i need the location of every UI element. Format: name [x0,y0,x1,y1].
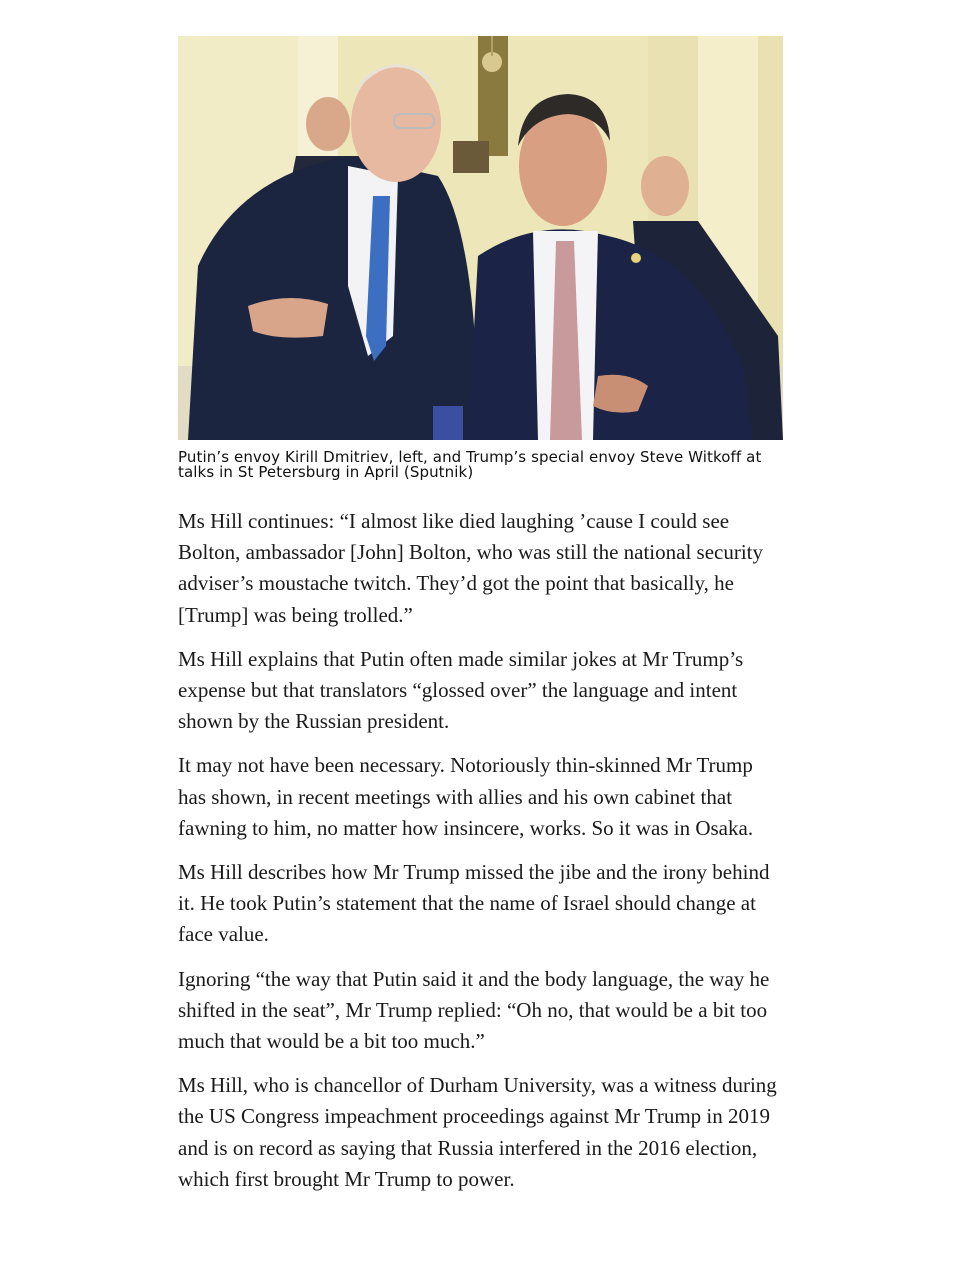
paragraph: It may not have been necessary. Notoriously thin-skinned Mr Trump has shown, in recent meetings with allies and his own cabinet that fawning to him, no matter how insincere, works. So it was in Osaka. [178,753,754,840]
article-body [178,506,783,1195]
article-photo [178,36,783,440]
paragraph: Ms Hill, who is chancellor of Durham University, was a witness during the US Congress impeachment proceedings against Mr Trump in 2019 and is on record as saying that Russia interfered in the 2016 election, which first brought Mr Trump to power. [178,1073,777,1191]
paragraph: Ms Hill continues: “I almost like died laughing ’cause I could see Bolton, ambassador [John] Bolton, who was still the national security adviser’s moustache twitch. They’d got the point that basically, he [Trump] was being trolled.” [178,509,764,627]
photo-caption: Putin’s envoy Kirill Dmitriev, left, and Trump’s special envoy Steve Witkoff at talks in St Petersburg in April (Sputnik) [178,448,762,481]
paragraph: Ignoring “the way that Putin said it and the body language, the way he shifted in the seat”, Mr Trump replied: “Oh no, that would be a bit too much that would be a bit too much.” [178,966,770,1054]
paragraph: Ms Hill describes how Mr Trump missed the jibe and the irony behind it. He took Putin’s statement that the name of Israel should change at face value. [178,860,770,947]
article-figure [178,36,783,480]
paragraph: Ms Hill explains that Putin often made similar jokes at Mr Trump’s expense but that translators “glossed over” the language and intent shown by the Russian president. [178,646,744,734]
article [178,36,783,1208]
